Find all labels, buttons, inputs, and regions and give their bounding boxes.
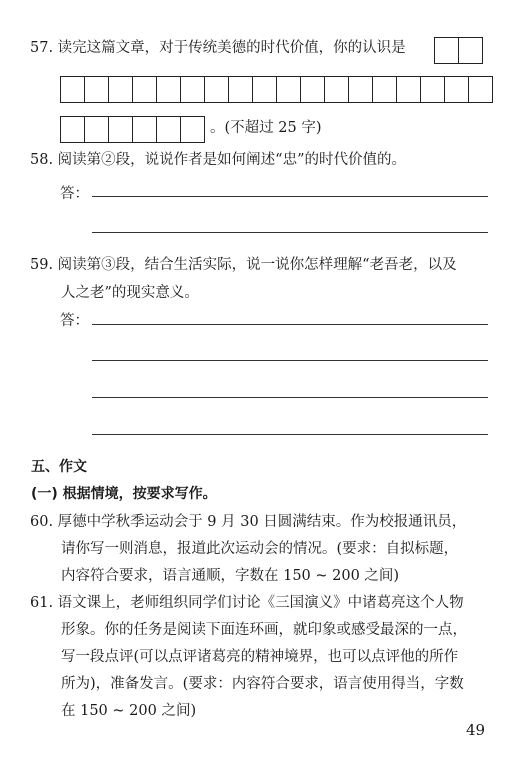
- question-text-line-3: 写一段点评(可以点评诸葛亮的精神境界，也可以点评他的所作: [61, 649, 459, 665]
- answer-line[interactable]: [92, 360, 488, 361]
- grid-cell[interactable]: [469, 77, 493, 102]
- grid-cell[interactable]: [445, 77, 469, 102]
- grid-cell[interactable]: [253, 77, 277, 102]
- question-number: 57.: [30, 40, 54, 56]
- question-number: 58.: [30, 152, 54, 168]
- grid-cell[interactable]: [109, 117, 133, 142]
- grid-cell[interactable]: [181, 77, 205, 102]
- grid-cell[interactable]: [421, 77, 445, 102]
- grid-cell[interactable]: [61, 117, 85, 142]
- grid-cell[interactable]: [277, 77, 301, 102]
- grid-cell[interactable]: [157, 117, 181, 142]
- grid-cell[interactable]: [133, 77, 157, 102]
- section-title: 五、作文: [31, 459, 87, 475]
- grid-cell[interactable]: [181, 117, 205, 142]
- answer-line[interactable]: [92, 324, 488, 325]
- answer-label: 答：: [60, 313, 89, 329]
- grid-cell[interactable]: [133, 117, 157, 142]
- question-text-line-2: 请你写一则消息，报道此次运动会的情况。(要求：自拟标题，: [61, 541, 459, 557]
- question-59: [30, 251, 457, 279]
- answer-grid-row-3[interactable]: [60, 116, 205, 143]
- grid-cell[interactable]: [205, 77, 229, 102]
- grid-cell[interactable]: [85, 77, 109, 102]
- question-57: [30, 34, 406, 62]
- grid-cell[interactable]: [459, 38, 483, 63]
- answer-line[interactable]: [92, 196, 488, 197]
- answer-line[interactable]: [92, 232, 488, 233]
- grid-cell[interactable]: [157, 77, 181, 102]
- question-text-line-5: 在 150 ~ 200 之间): [61, 703, 197, 719]
- grid-cell[interactable]: [61, 77, 85, 102]
- section-subtitle: (一) 根据情境，按要求写作。: [31, 486, 217, 502]
- question-61: [30, 589, 464, 617]
- grid-cell[interactable]: [325, 77, 349, 102]
- answer-line[interactable]: [92, 397, 488, 398]
- grid-cell[interactable]: [301, 77, 325, 102]
- grid-cell[interactable]: [373, 77, 397, 102]
- grid-cell[interactable]: [435, 38, 459, 63]
- question-text-line-1: 语文课上，老师组织同学们讨论《三国演义》中诸葛亮这个人物: [57, 595, 464, 611]
- question-number: 59.: [30, 257, 54, 273]
- question-text-line-4: 所为)，准备发言。(要求：内容符合要求，语言使用得当，字数: [61, 676, 464, 692]
- question-text: 阅读第②段，说说作者是如何阐述“忠”的时代价值的。: [57, 152, 406, 168]
- grid-cell[interactable]: [349, 77, 373, 102]
- grid-cell[interactable]: [397, 77, 421, 102]
- question-text-line-2: 人之老”的现实意义。: [61, 285, 199, 301]
- grid-cell[interactable]: [229, 77, 253, 102]
- answer-grid-row-1[interactable]: [434, 37, 483, 64]
- question-57-suffix: 。(不超过 25 字): [210, 120, 322, 136]
- grid-cell[interactable]: [85, 117, 109, 142]
- question-text-line-1: 厚德中学秋季运动会于 9 月 30 日圆满结束。作为校报通讯员，: [57, 514, 467, 530]
- answer-grid-row-2[interactable]: [60, 76, 493, 103]
- answer-label: 答：: [60, 186, 89, 202]
- question-text: 读完这篇文章，对于传统美德的时代价值，你的认识是: [57, 40, 406, 56]
- answer-line[interactable]: [92, 434, 488, 435]
- grid-cell[interactable]: [109, 77, 133, 102]
- question-text-line-3: 内容符合要求，语言通顺，字数在 150 ~ 200 之间): [61, 568, 400, 584]
- question-60: [30, 508, 466, 536]
- question-58: [30, 146, 406, 174]
- question-text-line-1: 阅读第③段，结合生活实际，说一说你怎样理解“老吾老，以及: [57, 257, 457, 273]
- question-number: 61.: [30, 595, 54, 611]
- question-number: 60.: [30, 514, 54, 530]
- question-text-line-2: 形象。你的任务是阅读下面连环画，就印象或感受最深的一点，: [61, 622, 467, 638]
- page-number: 49: [466, 721, 486, 739]
